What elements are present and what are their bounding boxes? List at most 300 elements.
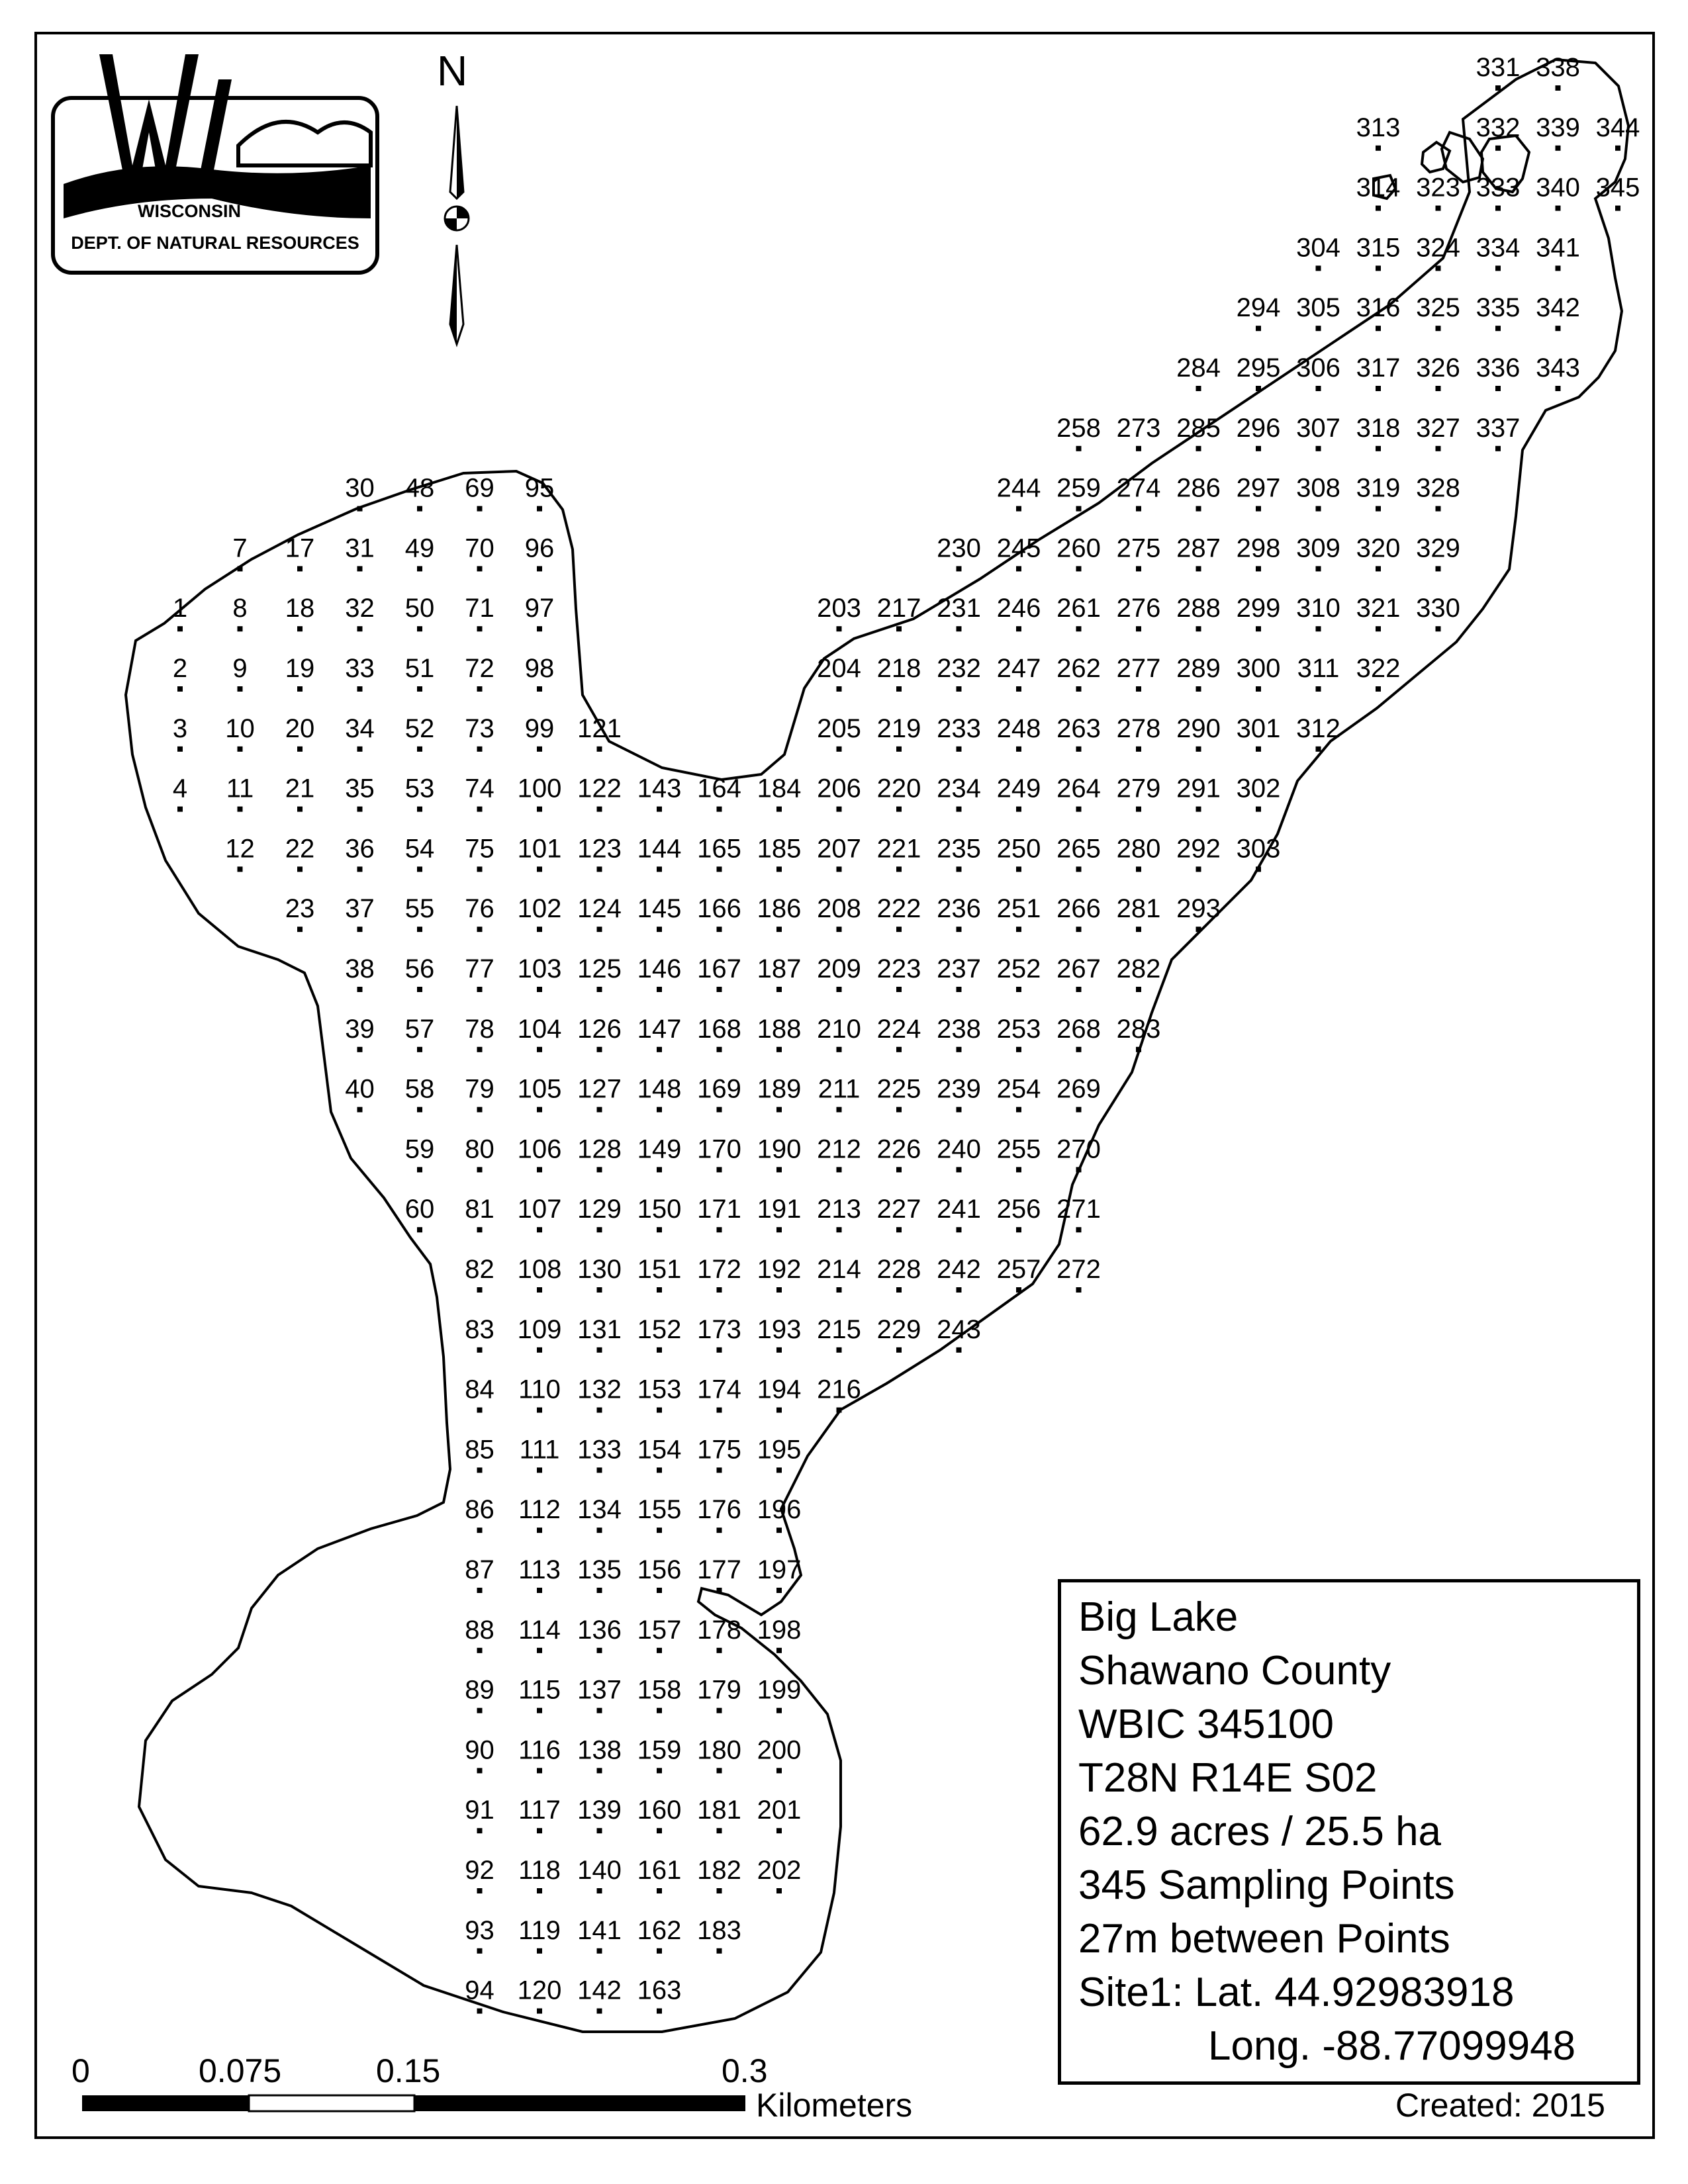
point-label: 49 [404,533,435,563]
point-label: 323 [1416,173,1460,203]
point-marker [717,807,722,812]
point-label: 222 [876,894,921,924]
point-marker [1196,747,1201,752]
point-marker [1016,566,1021,571]
point-label: 72 [465,654,494,683]
point-marker [1495,446,1501,451]
point-marker [417,626,422,631]
point-label: 31 [345,533,375,563]
point-marker [537,1648,542,1653]
point-marker [657,1287,662,1293]
point-label: 260 [1056,533,1101,563]
point-label: 117 [518,1796,561,1825]
point-marker [417,566,422,571]
point-marker [957,626,962,631]
point-label: 246 [996,594,1041,623]
point-label: 197 [757,1555,802,1584]
point-marker [1136,446,1141,451]
point-marker [357,807,363,812]
point-marker [1316,386,1321,391]
point-label: 18 [285,594,315,623]
point-label: 131 [577,1314,622,1344]
point-marker [1316,326,1321,331]
point-label: 19 [285,654,315,683]
point-marker [297,747,303,752]
point-marker [238,747,243,752]
point-marker [1016,1167,1021,1172]
point-label: 265 [1056,834,1101,864]
point-marker [537,987,542,992]
point-marker [1256,566,1261,571]
point-label: 317 [1356,353,1401,383]
point-label: 94 [465,1976,494,2005]
point-label: 130 [577,1255,622,1284]
point-marker [776,1467,782,1473]
point-marker [1076,1047,1082,1052]
point-marker [238,807,243,812]
point-marker [477,1588,483,1593]
point-label: 251 [996,894,1041,924]
point-marker [1256,686,1261,692]
point-marker [1016,1227,1021,1232]
point-marker [1556,326,1561,331]
point-label: 345 [1595,173,1640,203]
point-marker [417,686,422,692]
point-label: 244 [996,473,1041,503]
point-label: 137 [577,1675,622,1705]
point-marker [1376,446,1381,451]
point-label: 161 [637,1856,682,1885]
point-label: 257 [996,1255,1041,1284]
point-label: 273 [1116,413,1161,443]
point-label: 40 [345,1074,375,1104]
point-label: 133 [577,1435,622,1465]
point-label: 270 [1056,1134,1101,1164]
point-label: 332 [1476,113,1521,142]
point-label: 98 [524,654,555,683]
point-marker [477,1107,483,1113]
point-label: 110 [518,1375,561,1404]
point-label: 78 [465,1014,494,1044]
point-label: 206 [817,774,861,803]
point-label: 293 [1176,894,1221,924]
point-marker [537,747,542,752]
point-marker [717,1167,722,1172]
point-label: 306 [1296,353,1340,383]
point-label: 235 [937,834,981,864]
scale-label-0: 0 [71,2052,90,2089]
point-marker [477,747,483,752]
point-label: 194 [757,1375,802,1404]
point-marker [1256,326,1261,331]
point-marker [1076,686,1082,692]
point-label: 315 [1356,233,1401,263]
point-marker [417,506,422,512]
point-label: 168 [697,1014,741,1044]
county-name: Shawano County [1078,1648,1391,1694]
point-label: 10 [225,713,255,743]
point-marker [1196,626,1201,631]
point-label: 169 [697,1074,741,1104]
point-marker [1556,206,1561,211]
point-marker [896,1347,902,1353]
point-marker [297,927,303,932]
point-marker [1436,566,1441,571]
point-marker [1495,386,1501,391]
point-label: 342 [1536,293,1580,323]
point-marker [537,566,542,571]
point-label: 198 [757,1615,802,1645]
point-label: 288 [1176,594,1221,623]
lake-area: 62.9 acres / 25.5 ha [1078,1809,1442,1854]
point-marker [776,1408,782,1413]
point-label: 287 [1176,533,1221,563]
point-label: 241 [937,1195,981,1224]
point-marker [1495,206,1501,211]
point-marker [1016,807,1021,812]
point-label: 279 [1116,774,1161,803]
point-marker [837,686,842,692]
point-marker [537,1167,542,1172]
point-marker [1016,866,1021,872]
point-label: 152 [637,1314,682,1344]
point-marker [717,1527,722,1533]
point-marker [537,1888,542,1893]
point-marker [1436,506,1441,512]
point-label: 177 [697,1555,741,1584]
point-marker [1615,146,1620,151]
info-box [1058,1579,1640,2085]
point-marker [837,1227,842,1232]
point-marker [477,807,483,812]
point-label: 341 [1536,233,1580,263]
point-marker [776,807,782,812]
point-label: 313 [1356,113,1401,142]
point-marker [957,747,962,752]
point-marker [597,1588,602,1593]
point-label: 51 [404,654,435,683]
created-date: Created: 2015 [1395,2087,1605,2124]
point-label: 209 [817,954,861,983]
point-marker [1076,987,1082,992]
point-label: 95 [524,473,555,503]
point-marker [417,1047,422,1052]
point-marker [717,866,722,872]
point-label: 267 [1056,954,1101,983]
point-marker [896,807,902,812]
point-marker [1016,1107,1021,1113]
point-marker [597,1828,602,1833]
point-marker [776,1287,782,1293]
scale-label-1: 0.075 [199,2052,282,2089]
point-marker [597,1047,602,1052]
point-marker [1376,626,1381,631]
point-marker [417,1107,422,1113]
point-label: 140 [577,1856,622,1885]
point-marker [957,1287,962,1293]
point-marker [597,927,602,932]
point-label: 329 [1416,533,1460,563]
point-marker [957,987,962,992]
point-label: 75 [465,834,494,864]
point-label: 173 [697,1314,741,1344]
point-label: 213 [817,1195,861,1224]
point-label: 74 [465,774,494,803]
point-label: 261 [1056,594,1101,623]
point-label: 294 [1236,293,1281,323]
point-marker [657,927,662,932]
point-label: 211 [818,1074,861,1104]
point-label: 70 [465,533,494,563]
point-marker [657,1467,662,1473]
point-marker [477,1467,483,1473]
point-label: 38 [345,954,375,983]
point-marker [837,1167,842,1172]
point-marker [776,1347,782,1353]
point-label: 319 [1356,473,1401,503]
point-label: 155 [637,1495,682,1525]
point-marker [1136,987,1141,992]
point-marker [1256,386,1261,391]
point-label: 56 [404,954,435,983]
point-marker [417,1227,422,1232]
point-marker [776,1648,782,1653]
point-marker [477,2009,483,2014]
wbic-code: WBIC 345100 [1078,1702,1334,1747]
point-label: 183 [697,1915,741,1945]
point-marker [537,506,542,512]
point-label: 146 [637,954,682,983]
point-marker [477,1768,483,1773]
point-marker [957,1227,962,1232]
point-label: 199 [757,1675,802,1705]
point-label: 204 [817,654,861,683]
point-label: 119 [518,1915,561,1945]
point-marker [1076,566,1082,571]
point-label: 303 [1236,834,1281,864]
point-label: 123 [577,834,622,864]
point-marker [417,1167,422,1172]
point-marker [657,1588,662,1593]
point-marker [717,1408,722,1413]
point-label: 253 [996,1014,1041,1044]
point-marker [477,1167,483,1172]
point-marker [597,1347,602,1353]
point-label: 274 [1116,473,1161,503]
point-marker [1615,206,1620,211]
point-marker [1316,265,1321,271]
point-marker [717,1347,722,1353]
point-marker [1136,566,1141,571]
point-marker [357,987,363,992]
point-label: 126 [577,1014,622,1044]
point-marker [657,1648,662,1653]
point-marker [1316,686,1321,692]
point-label: 277 [1116,654,1161,683]
point-marker [776,1527,782,1533]
point-marker [1136,866,1141,872]
point-marker [657,1527,662,1533]
point-marker [1076,747,1082,752]
point-marker [297,566,303,571]
point-marker [537,1227,542,1232]
point-marker [597,1467,602,1473]
point-label: 91 [465,1796,494,1825]
point-marker [477,1648,483,1653]
point-marker [717,1888,722,1893]
point-label: 262 [1056,654,1101,683]
point-label: 92 [465,1856,494,1885]
point-label: 53 [404,774,435,803]
point-label: 127 [577,1074,622,1104]
point-marker [477,1227,483,1232]
point-label: 37 [345,894,375,924]
point-label: 145 [637,894,682,924]
point-label: 254 [996,1074,1041,1104]
point-marker [537,2009,542,2014]
point-label: 316 [1356,293,1401,323]
point-label: 192 [757,1255,802,1284]
point-marker [1556,386,1561,391]
point-marker [537,807,542,812]
point-marker [1076,1167,1082,1172]
point-marker [1076,866,1082,872]
point-marker [896,686,902,692]
point-label: 188 [757,1014,802,1044]
point-label: 111 [519,1435,560,1465]
point-marker [657,1047,662,1052]
point-marker [717,1287,722,1293]
point-label: 307 [1296,413,1340,443]
point-marker [776,1708,782,1713]
point-marker [537,1408,542,1413]
point-label: 121 [577,713,622,743]
point-label: 167 [697,954,741,983]
point-marker [717,927,722,932]
point-marker [1256,446,1261,451]
point-marker [597,747,602,752]
point-marker [896,1107,902,1113]
point-marker [1436,206,1441,211]
point-marker [837,1408,842,1413]
point-marker [1376,206,1381,211]
point-marker [238,686,243,692]
point-marker [537,1948,542,1954]
point-label: 150 [637,1195,682,1224]
point-marker [1136,807,1141,812]
point-label: 136 [577,1615,622,1645]
point-label: 217 [876,594,921,623]
point-marker [1076,506,1082,512]
point-marker [1436,265,1441,271]
point-label: 149 [637,1134,682,1164]
point-marker [238,866,243,872]
point-marker [537,1347,542,1353]
point-marker [717,1708,722,1713]
point-marker [477,566,483,571]
point-marker [297,807,303,812]
point-marker [1495,85,1501,91]
point-marker [1076,1287,1082,1293]
point-label: 324 [1416,233,1460,263]
point-label: 318 [1356,413,1401,443]
point-marker [776,1047,782,1052]
point-label: 280 [1116,834,1161,864]
point-marker [1316,747,1321,752]
point-label: 96 [524,533,555,563]
point-marker [1376,686,1381,692]
point-marker [657,1888,662,1893]
point-marker [597,1527,602,1533]
point-label: 85 [465,1435,494,1465]
point-label: 160 [637,1796,682,1825]
point-label: 327 [1416,413,1460,443]
point-label: 144 [637,834,682,864]
point-label: 109 [517,1314,562,1344]
point-marker [776,1227,782,1232]
township-range: T28N R14E S02 [1078,1755,1378,1801]
point-marker [657,1708,662,1713]
point-label: 23 [285,894,315,924]
point-marker [537,1107,542,1113]
point-label: 129 [577,1195,622,1224]
point-label: 301 [1236,713,1281,743]
point-label: 333 [1476,173,1521,203]
point-label: 328 [1416,473,1460,503]
point-label: 344 [1595,113,1640,142]
point-marker [776,1768,782,1773]
point-marker [1376,506,1381,512]
point-label: 54 [404,834,435,864]
point-marker [537,1047,542,1052]
point-label: 187 [757,954,802,983]
point-label: 30 [345,473,375,503]
point-marker [477,1888,483,1893]
point-marker [1076,626,1082,631]
point-marker [776,1107,782,1113]
point-marker [1196,566,1201,571]
point-marker [477,1047,483,1052]
point-label: 233 [937,713,981,743]
point-label: 236 [937,894,981,924]
point-label: 322 [1356,654,1401,683]
point-marker [1196,386,1201,391]
point-label: 4 [172,774,188,803]
point-label: 58 [404,1074,435,1104]
point-marker [776,1888,782,1893]
point-label: 268 [1056,1014,1101,1044]
point-label: 238 [937,1014,981,1044]
point-marker [537,686,542,692]
point-label: 139 [577,1796,622,1825]
point-label: 216 [817,1375,861,1404]
point-label: 297 [1236,473,1281,503]
point-marker [837,1047,842,1052]
point-marker [896,1227,902,1232]
point-label: 107 [517,1195,562,1224]
point-label: 340 [1536,173,1580,203]
point-marker [657,1768,662,1773]
point-marker [238,566,243,571]
point-label: 266 [1056,894,1101,924]
point-marker [717,1227,722,1232]
point-label: 256 [996,1195,1041,1224]
sampling-points-count: 345 Sampling Points [1078,1862,1455,1908]
point-label: 162 [637,1915,682,1945]
point-label: 263 [1056,713,1101,743]
point-marker [837,987,842,992]
point-marker [177,807,183,812]
